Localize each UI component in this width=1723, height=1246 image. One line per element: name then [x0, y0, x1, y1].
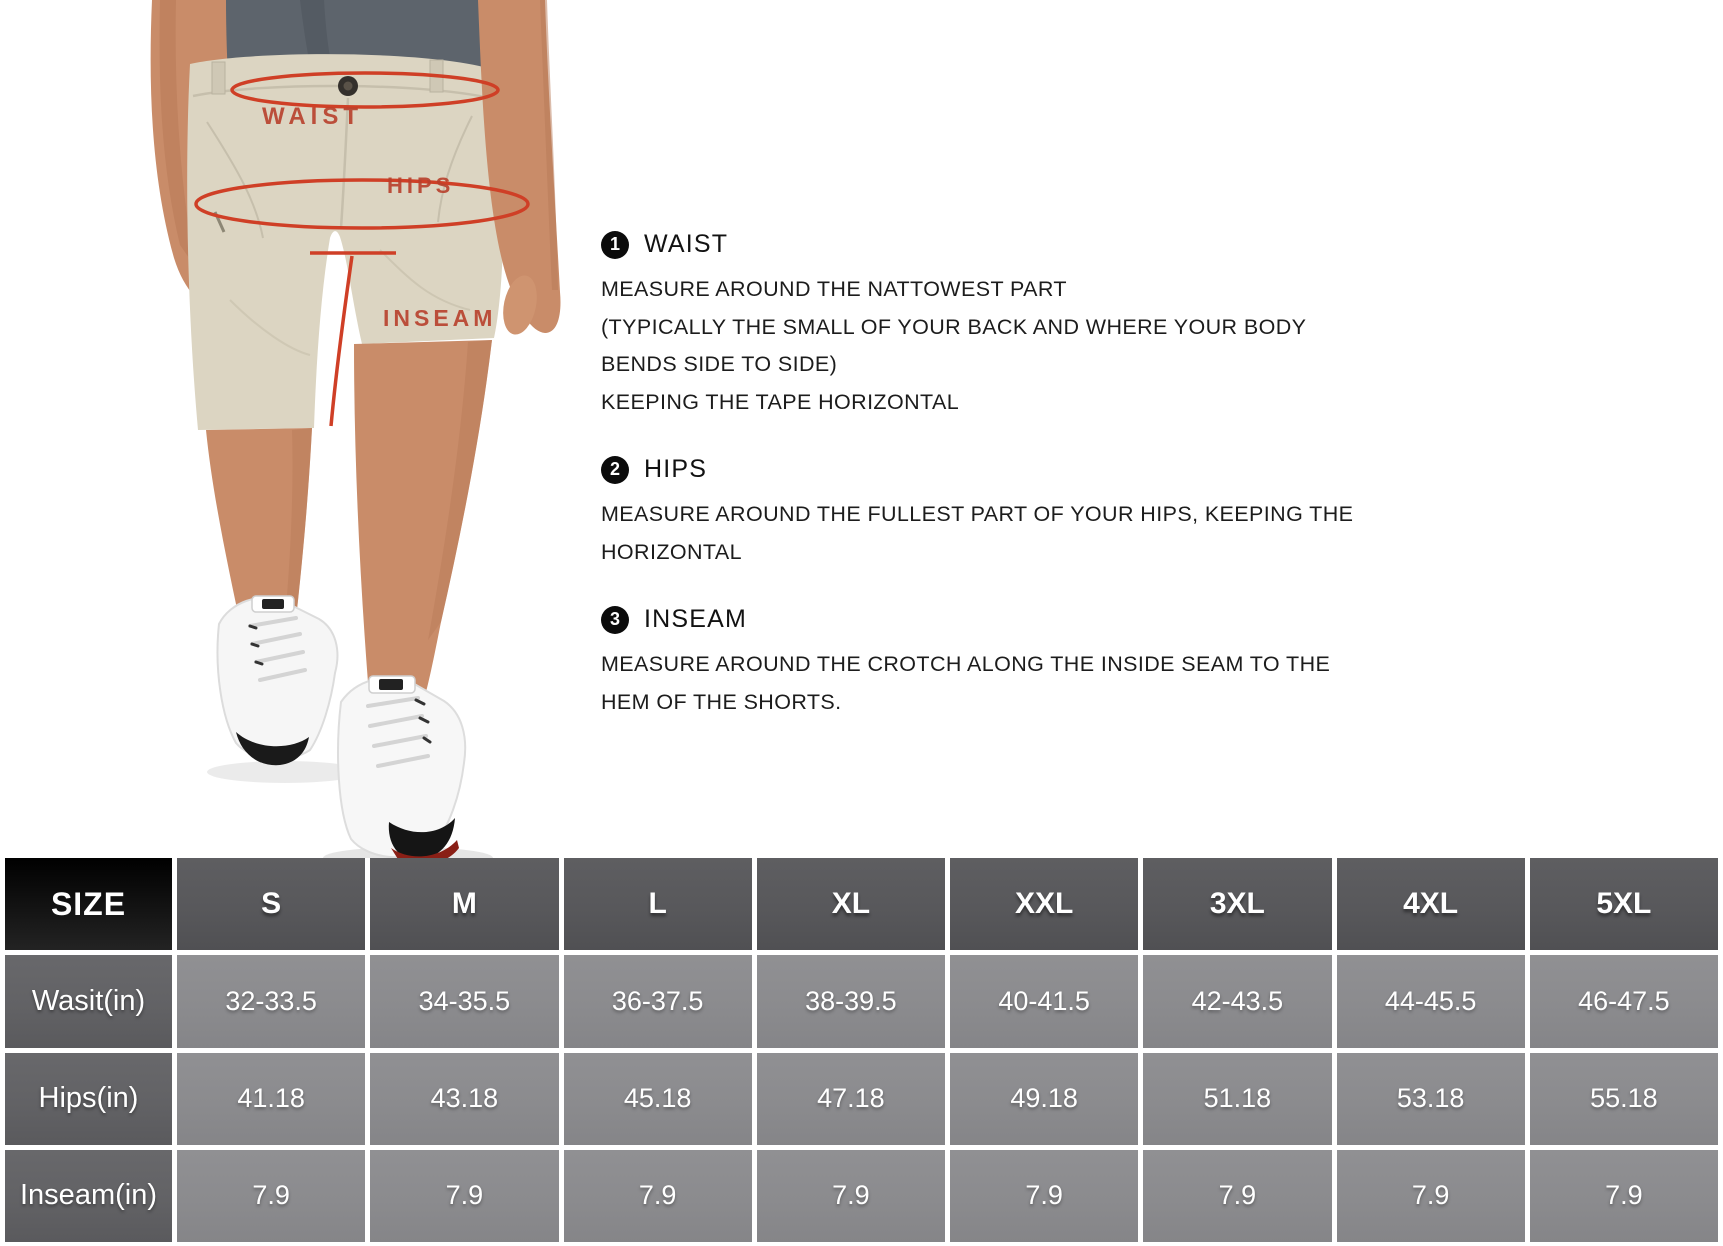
- instruction-hips-title: HIPS: [644, 455, 708, 483]
- belt-loop: [212, 62, 225, 94]
- inseam-value-l: 7.9: [564, 1150, 752, 1242]
- measure-instructions: [601, 230, 1401, 721]
- table-header-xxl: XXL: [950, 858, 1138, 950]
- step-1-badge: 1: [601, 231, 629, 259]
- waist-value-m: 34-35.5: [370, 955, 558, 1047]
- waist-annotation-label: WAIST: [262, 103, 363, 130]
- instruction-inseam-line: MEASURE AROUND THE CROTCH ALONG THE INSIDE SEAM TO THE: [601, 652, 1331, 676]
- waist-value-4xl: 44-45.5: [1337, 955, 1525, 1047]
- table-header-3xl: 3XL: [1143, 858, 1331, 950]
- table-header-size: SIZE: [5, 858, 172, 950]
- step-3-badge: 3: [601, 606, 629, 634]
- hips-value-4xl: 53.18: [1337, 1053, 1525, 1145]
- waist-value-l: 36-37.5: [564, 955, 752, 1047]
- inseam-value-m: 7.9: [370, 1150, 558, 1242]
- instruction-inseam: [601, 605, 1401, 721]
- hips-value-5xl: 55.18: [1530, 1053, 1718, 1145]
- inseam-value-3xl: 7.9: [1143, 1150, 1331, 1242]
- waist-value-5xl: 46-47.5: [1530, 955, 1718, 1047]
- instruction-waist-line: (TYPICALLY THE SMALL OF YOUR BACK AND WHERE YOUR BODY: [601, 314, 1307, 339]
- row-label-waist: Wasit(in): [5, 955, 172, 1047]
- hips-value-xxl: 49.18: [950, 1053, 1138, 1145]
- table-header-s: S: [177, 858, 365, 950]
- instruction-inseam-title: INSEAM: [644, 605, 748, 633]
- row-label-inseam: Inseam(in): [5, 1150, 172, 1242]
- instruction-hips-line: MEASURE AROUND THE FULLEST PART OF YOUR HIPS, KEEPING THE: [601, 502, 1354, 526]
- waist-value-xl: 38-39.5: [757, 955, 945, 1047]
- size-table: [5, 858, 1718, 1242]
- waist-value-s: 32-33.5: [177, 955, 365, 1047]
- inseam-value-s: 7.9: [177, 1150, 365, 1242]
- inseam-value-xl: 7.9: [757, 1150, 945, 1242]
- row-label-hips: Hips(in): [5, 1053, 172, 1145]
- inseam-value-xxl: 7.9: [950, 1150, 1138, 1242]
- hips-value-l: 45.18: [564, 1053, 752, 1145]
- table-header-l: L: [564, 858, 752, 950]
- inseam-annotation-label: INSEAM: [383, 305, 497, 331]
- instruction-waist-line: BENDS SIDE TO SIDE): [601, 352, 838, 376]
- instruction-hips: [601, 455, 1401, 571]
- hips-annotation-label: HIPS: [387, 173, 455, 198]
- instruction-waist-line: KEEPING THE TAPE HORIZONTAL: [601, 389, 960, 414]
- inseam-value-4xl: 7.9: [1337, 1150, 1525, 1242]
- instruction-hips-line: HORIZONTAL: [601, 539, 742, 564]
- table-header-m: M: [370, 858, 558, 950]
- hips-value-3xl: 51.18: [1143, 1053, 1331, 1145]
- instruction-waist: [601, 230, 1401, 421]
- hips-value-m: 43.18: [370, 1053, 558, 1145]
- instruction-waist-title: WAIST: [644, 230, 729, 258]
- left-sneaker: [218, 596, 338, 765]
- hips-value-xl: 47.18: [757, 1053, 945, 1145]
- shorts-button-center: [344, 82, 353, 91]
- instruction-inseam-line: HEM OF THE SHORTS.: [601, 689, 842, 714]
- inseam-value-5xl: 7.9: [1530, 1150, 1718, 1242]
- table-header-5xl: 5XL: [1530, 858, 1718, 950]
- waist-value-3xl: 42-43.5: [1143, 955, 1331, 1047]
- waist-value-xxl: 40-41.5: [950, 955, 1138, 1047]
- instruction-waist-line: MEASURE AROUND THE NATTOWEST PART: [601, 277, 1067, 301]
- hips-value-s: 41.18: [177, 1053, 365, 1145]
- table-header-4xl: 4XL: [1337, 858, 1525, 950]
- table-header-xl: XL: [757, 858, 945, 950]
- right-sneaker: [338, 676, 465, 866]
- model-photo: [0, 0, 620, 870]
- step-2-badge: 2: [601, 456, 629, 484]
